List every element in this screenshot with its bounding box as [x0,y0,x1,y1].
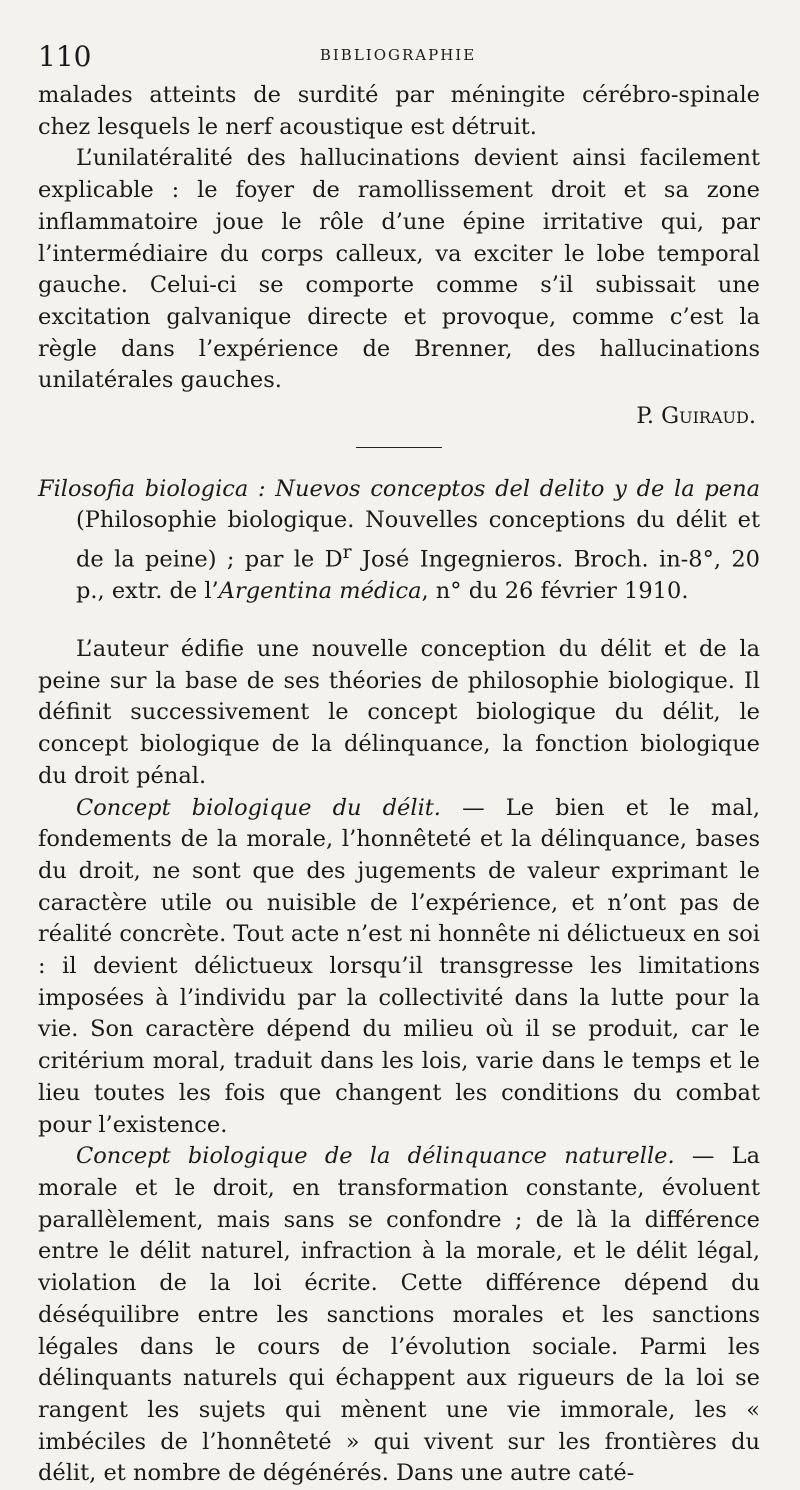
review2-intro: L’auteur édifie une nouvelle conception du délit et de la peine sur la base de ses théories de philosophie biologique. Il définit successivement le concept biologique du délit, le concept biologique de la délinquance, la fonction biologique du droit pénal. [38,636,760,789]
review1-paragraph-1: malades atteints de surdité par méningite cérébro-spinale chez lesquels le nerf acoustique est détruit. [38,82,760,140]
section-divider [356,447,442,448]
section-1-heading: Concept biologique du délit. [76,794,441,821]
issue-date: , n° du 26 février 1910. [421,578,689,605]
review1-signature [38,401,760,433]
signature-text: P. Guiraud. [636,403,756,430]
bibliographic-entry [38,474,760,608]
title-superscript: r [342,542,352,564]
review2-section-1 [38,793,760,1142]
page-header [38,40,758,73]
work-details: José Ingegnieros. Broch. in-8°, 20 p., extr. de l’ [76,546,760,605]
review2-section-2 [38,1141,760,1490]
page-body [38,80,760,1490]
section-1-text: — Le bien et le mal, fondements de la morale, l’honnêteté et la délinquance, bases du droit, ne sont que des jugements de valeur exprimant le caractère utile ou nuisible de l’expérience, et n’ont pas de réalité concrète. Tout acte n’est ni honnête ni délictueux en soi : il devient délictueux lorsqu’il transgresse les limitations imposées à l’individu par la collectivité dans la lutte pour la vie. Son caractère dépend du milieu où il se produit, car le critérium moral, traduit dans les lois, varie dans le temps et le lieu toutes les fois que changent les conditions du combat pour l’existence. [38,794,760,1138]
work-title: Filosofia biologica : Nuevos conceptos del delito y de la pena [38,475,760,502]
work-title-translation: (Philosophie biologique. Nouvelles conceptions du délit et de la peine) ; par le D [76,507,760,573]
running-head: BIBLIOGRAPHIE [319,46,477,64]
section-2-text: — La morale et le droit, en transformation constante, évoluent parallèlement, mais sans se confondre ; de là la différence entre le délit naturel, infraction à la morale, et le délit légal, violation de la loi écrite. Cette différence dépend du déséquilibre entre les sanctions morales et les sanctions légales dans le cours de l’évolution sociale. Parmi les délinquants naturels qui échappent aux rigueurs de la loi se rangent les sujets qui mènent une vie immorale, les « imbéciles de l’honnêteté » qui vivent sur les frontières du délit, et nombre de dégénérés. Dans une autre caté- [38,1143,760,1487]
review1-paragraph-2: L’unilatéralité des hallucinations devient ainsi facilement explicable : le foyer de ramollissement droit et sa zone inflammatoire joue le rôle d’une épine irritative qui, par l’intermédiaire du corps calleux, va exciter le lobe temporal gauche. Celui-ci se comporte comme s’il subissait une excitation galvanique directe et provoque, comme c’est la règle dans l’expérience de Brenner, des hallucinations unilatérales gauches. [38,145,760,394]
section-2-heading: Concept biologique de la délinquance naturelle. [76,1143,675,1170]
page-number: 110 [38,40,92,73]
journal-name: Argentina médica [218,578,422,605]
